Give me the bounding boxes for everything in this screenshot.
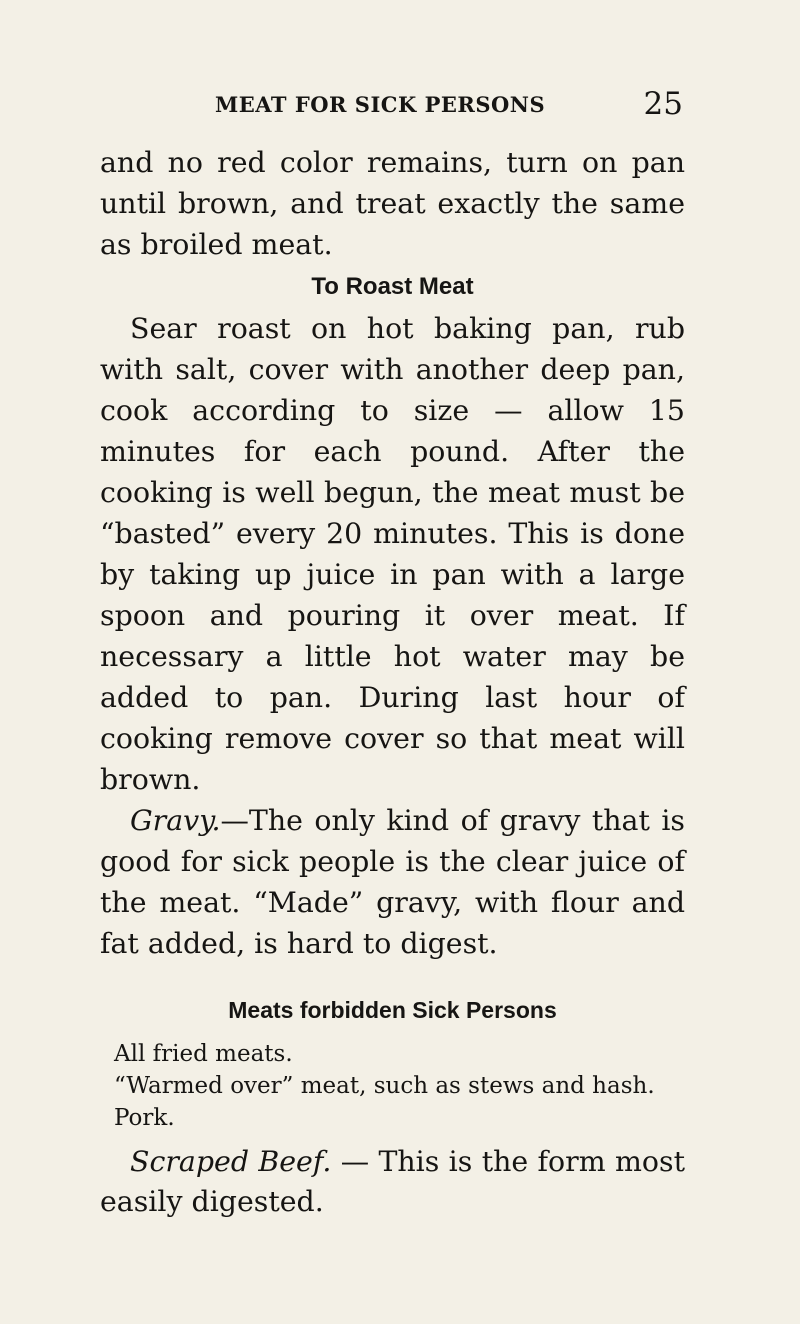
scraped-beef-paragraph <box>100 1142 685 1222</box>
forbidden-list <box>114 1038 685 1134</box>
list-item: “Warmed over” meat, such as stews and hash. <box>114 1073 655 1099</box>
scraped-text: — This is the form most easily digested. <box>100 1145 685 1218</box>
running-title: MEAT FOR SICK PERSONS <box>215 92 546 117</box>
roast-paragraph: Sear roast on hot baking pan, rub with salt, cover with another deep pan, cook according to size — allow 15 minutes for each pound. After the cooking is well begun, the meat must be “basted” every 20 minutes. This is done by taking up juice in pan with a large spoon and pouring it over meat. If necessary a little hot water may be added to pan. During last hour of cooking remove cover so that meat will brown. <box>100 312 685 796</box>
gravy-paragraph <box>100 800 685 964</box>
forbidden-heading: Meats forbidden Sick Persons <box>228 997 557 1023</box>
running-head <box>215 86 683 126</box>
gravy-label: Gravy. <box>130 804 221 837</box>
list-item: All fried meats. <box>114 1041 293 1067</box>
intro-paragraph: and no red color remains, turn on pan until brown, and treat exactly the same as broiled meat. <box>100 146 685 261</box>
scraped-label: Scraped Beef. <box>130 1145 332 1178</box>
list-item: Pork. <box>114 1105 175 1131</box>
roast-heading: To Roast Meat <box>311 273 474 300</box>
body-text <box>100 142 685 1222</box>
forbidden-list-wrap <box>100 1038 685 1134</box>
gravy-text: —The only kind of gravy that is good for sick people is the clear juice of the meat. “Made” gravy, with flour and fat added, is hard to digest. <box>100 804 685 960</box>
page-number: 25 <box>643 86 683 122</box>
